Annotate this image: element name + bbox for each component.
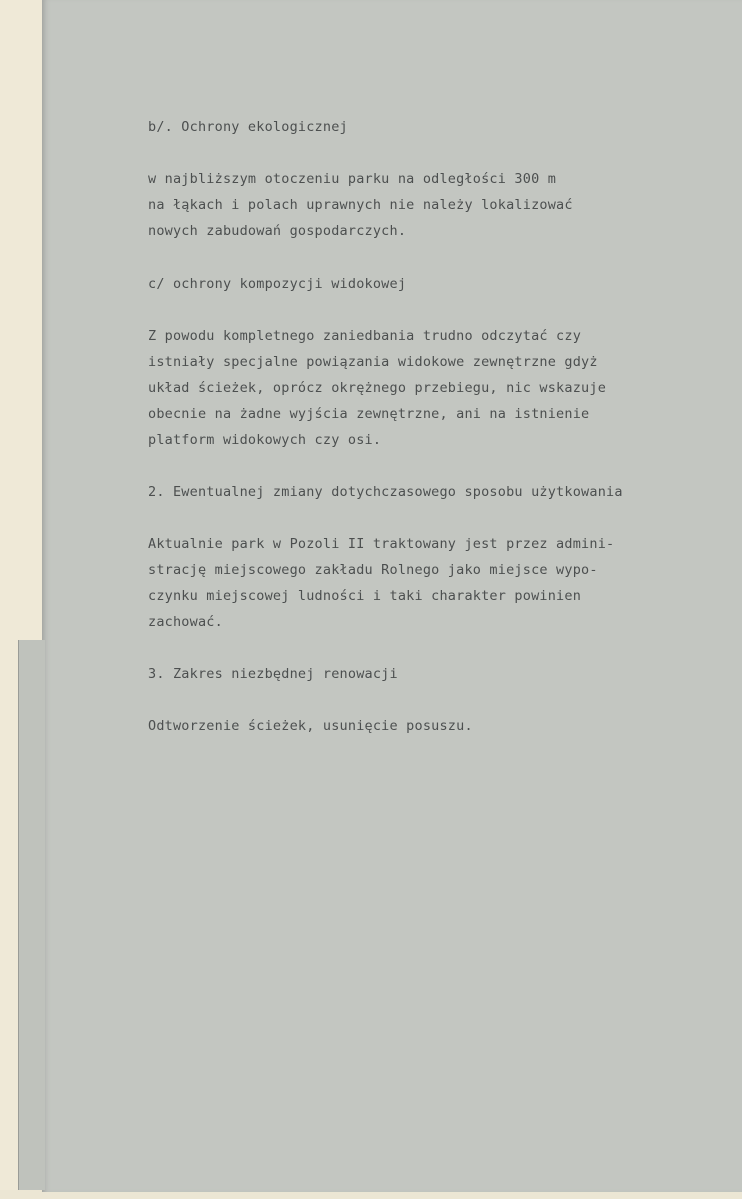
section-c-line: obecnie na żadne wyjścia zewnętrzne, ani na istnienie bbox=[148, 406, 590, 422]
section-b-line: na łąkach i polach uprawnych nie należy lokalizować bbox=[148, 197, 573, 213]
section-2-line: czynku miejscowej ludności i taki charakter powinien bbox=[148, 588, 582, 604]
document-text bbox=[148, 114, 738, 739]
section-2-line: zachować. bbox=[148, 614, 223, 630]
section-3-heading: 3. Zakres niezbędnej renowacji bbox=[148, 666, 398, 682]
section-b-heading: b/. Ochrony ekologicznej bbox=[148, 119, 348, 135]
section-c-heading: c/ ochrony kompozycji widokowej bbox=[148, 276, 407, 292]
section-c-line: układ ścieżek, oprócz okrężnego przebiegu, nic wskazuje bbox=[148, 380, 607, 396]
section-c-line: istniały specjalne powiązania widokowe zewnętrzne gdyż bbox=[148, 354, 598, 370]
sheet-fold-edge bbox=[18, 640, 45, 1190]
section-2-line: strację miejscowego zakładu Rolnego jako miejsce wypo- bbox=[148, 562, 598, 578]
section-3-line: Odtworzenie ścieżek, usunięcie posuszu. bbox=[148, 718, 473, 734]
section-2-heading: 2. Ewentualnej zmiany dotychczasowego sposobu użytkowania bbox=[148, 484, 623, 500]
section-c-line: platform widokowych czy osi. bbox=[148, 432, 382, 448]
section-b-line: w najbliższym otoczeniu parku na odległości 300 m bbox=[148, 171, 557, 187]
section-2-line: Aktualnie park w Pozoli II traktowany jest przez admini- bbox=[148, 536, 615, 552]
section-c-line: Z powodu kompletnego zaniedbania trudno odczytać czy bbox=[148, 328, 582, 344]
section-b-line: nowych zabudowań gospodarczych. bbox=[148, 223, 407, 239]
